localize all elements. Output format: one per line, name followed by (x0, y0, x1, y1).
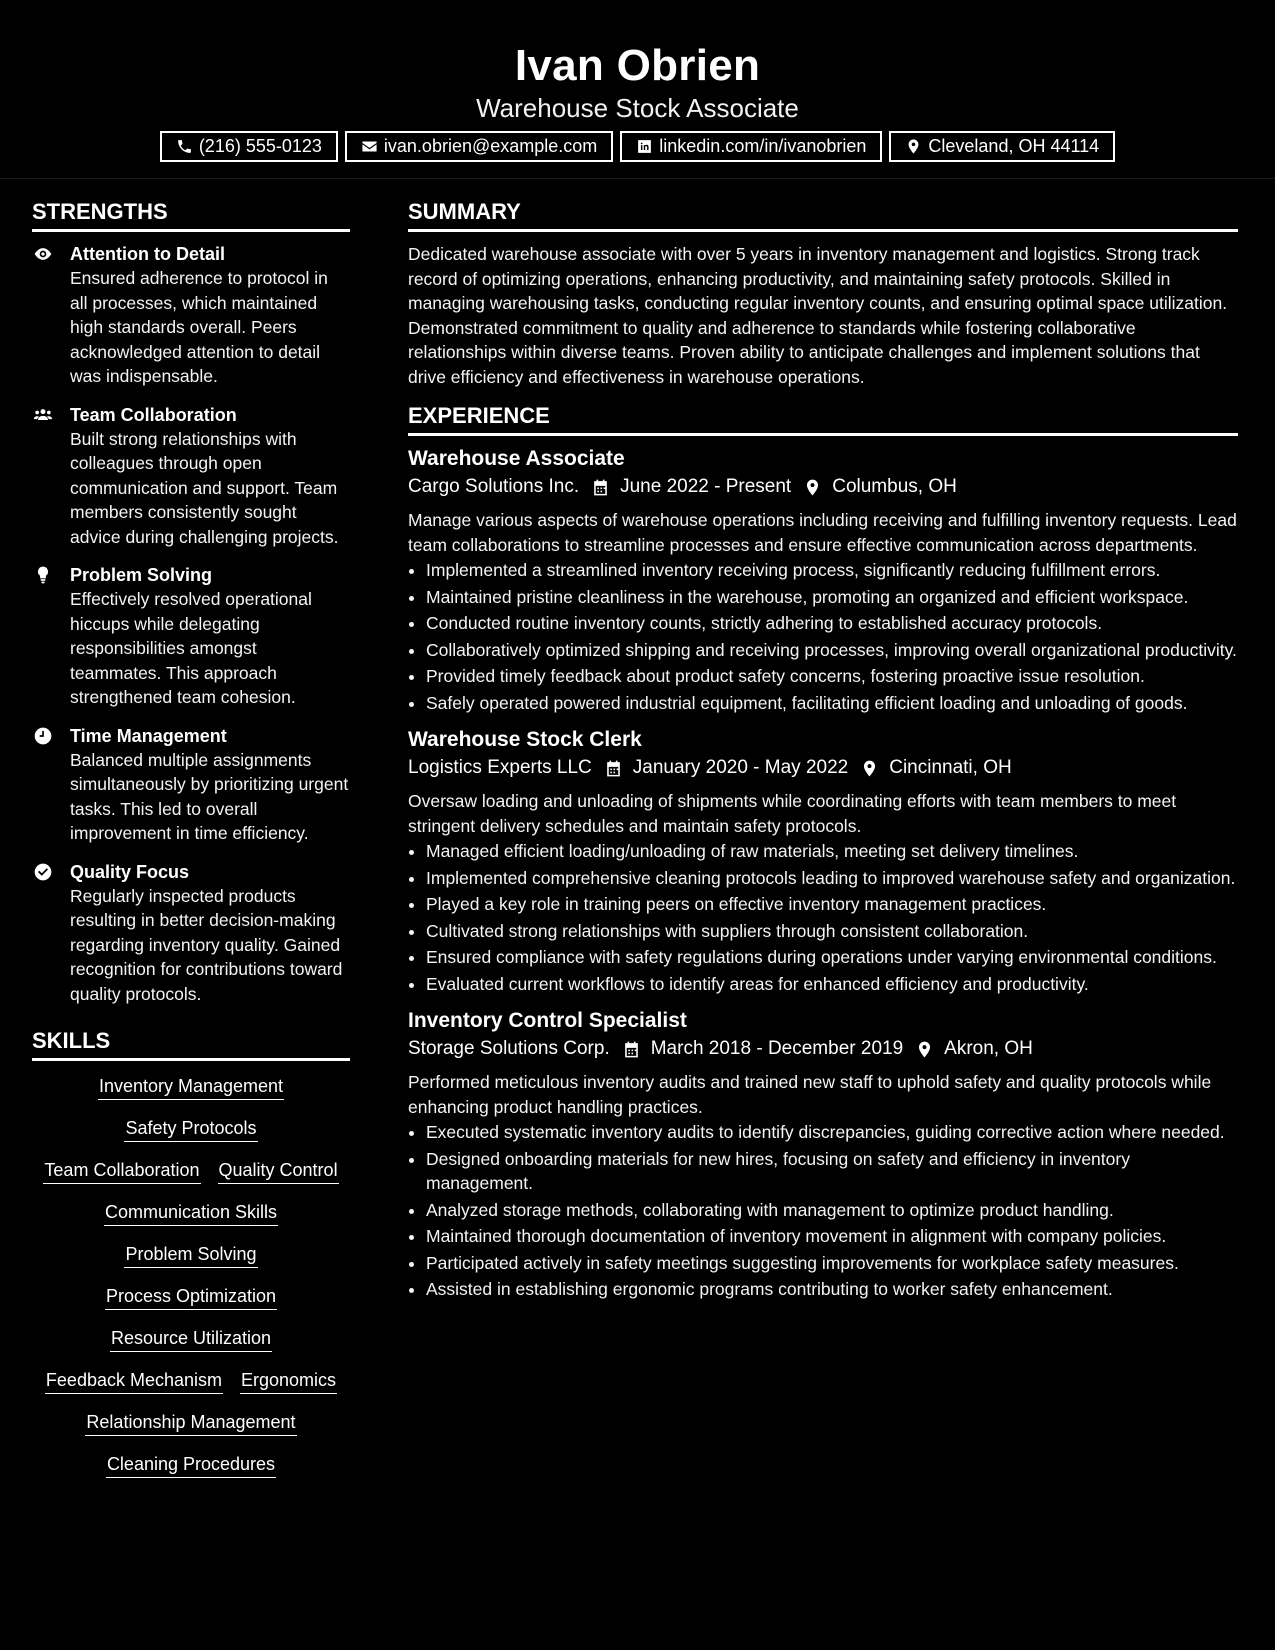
clock-icon (32, 726, 54, 746)
contact-email-text: ivan.obrien@example.com (383, 136, 598, 156)
job-bullets (408, 839, 1238, 996)
skill-tag: Inventory Management (98, 1073, 284, 1100)
left-column (32, 199, 350, 1493)
bullet-item: • Analyzed storage methods, collaborating with management to optimize product handling. (426, 1198, 1238, 1223)
job-entry (408, 1008, 1238, 1302)
job-dates: June 2022 - Present (620, 476, 792, 497)
job-location: Akron, OH (944, 1038, 1033, 1059)
linkedin-icon (636, 138, 653, 155)
bullet-item: • Played a key role in training peers on effective inventory management practices. (426, 892, 1238, 917)
bullet-item: • Designed onboarding materials for new hires, focusing on safety and efficiency in inventory management. (426, 1147, 1238, 1196)
contact-bar (0, 131, 1275, 162)
map-pin-icon (860, 759, 879, 778)
strength-title: Quality Focus (70, 861, 190, 882)
job-company: Storage Solutions Corp. (408, 1038, 610, 1059)
job-location: Cincinnati, OH (889, 757, 1012, 778)
bullet-item: • Maintained pristine cleanliness in the warehouse, promoting an organized and efficient workspace. (426, 585, 1238, 610)
candidate-name: Ivan Obrien (514, 41, 761, 90)
job-company: Logistics Experts LLC (408, 757, 592, 778)
strength-title: Time Management (70, 725, 227, 746)
skill-tag: Ergonomics (240, 1367, 337, 1394)
strength-title: Problem Solving (70, 565, 213, 585)
calendar-icon (604, 759, 623, 778)
strength-item (32, 724, 350, 846)
job-bullets (408, 558, 1238, 715)
skills-heading: SKILLS (32, 1028, 350, 1061)
strength-item (32, 563, 350, 710)
bullet-item: • Safely operated powered industrial equipment, facilitating efficient loading and unloading of goods. (426, 691, 1238, 716)
skill-tag: Cleaning Procedures (106, 1451, 276, 1478)
phone-icon (176, 138, 193, 155)
job-entry (408, 727, 1238, 996)
job-entry (408, 446, 1238, 715)
strength-desc: Regularly inspected products resulting in better decision-making regarding inventory quality. Gained recognition for contributions toward quality protocols. (70, 885, 343, 1004)
bullet-item: • Implemented comprehensive cleaning protocols leading to improved warehouse safety and organization. (426, 866, 1238, 891)
candidate-title: Warehouse Stock Associate (476, 93, 799, 123)
calendar-icon (622, 1040, 641, 1059)
skill-tag: Relationship Management (85, 1409, 296, 1436)
envelope-icon (361, 138, 378, 155)
strengths-heading: STRENGTHS (32, 199, 350, 232)
contact-location-text: Cleveland, OH 44114 (928, 136, 1100, 156)
job-dates: March 2018 - December 2019 (650, 1038, 904, 1059)
job-title: Warehouse Stock Clerk (408, 728, 642, 751)
bullet-item: • Executed systematic inventory audits to identify discrepancies, guiding corrective action where needed. (426, 1120, 1238, 1145)
strength-title: Attention to Detail (70, 244, 225, 264)
skill-tag: Quality Control (218, 1157, 339, 1184)
map-pin-icon (803, 478, 822, 497)
job-desc: Oversaw loading and unloading of shipments while coordinating efforts with team members to meet stringent delivery schedules and maintain safety protocols. (408, 791, 1177, 836)
eye-icon (32, 244, 54, 264)
skill-tag: Team Collaboration (43, 1157, 200, 1184)
strength-desc: Built strong relationships with colleagues through open communication and support. Team members consistently sought advice during challenging projects. (70, 428, 339, 547)
map-pin-icon (915, 1040, 934, 1059)
bullet-item: • Participated actively in safety meetings suggesting improvements for workplace safety measures. (426, 1251, 1238, 1276)
strength-desc: Balanced multiple assignments simultaneously by prioritizing urgent tasks. This led to overall improvement in time efficiency. (70, 749, 349, 843)
job-dates: January 2020 - May 2022 (632, 757, 849, 778)
users-icon (32, 405, 54, 425)
lightbulb-icon (32, 565, 54, 585)
strength-item (32, 860, 350, 1007)
job-desc: Manage various aspects of warehouse operations including receiving and fulfilling inventory requests. Lead team collaborations to streamline processes and ensure effective communication across departments. (408, 510, 1237, 555)
calendar-icon (591, 478, 610, 497)
strength-item (32, 242, 350, 389)
strength-desc: Ensured adherence to protocol in all processes, which maintained high standards overall. Peers acknowledged attention to detail was indispensable. (70, 268, 328, 386)
bullet-item: • Ensured compliance with safety regulations during operations under varying environmental conditions. (426, 945, 1238, 970)
bullet-item: • Collaboratively optimized shipping and receiving processes, improving overall organizational productivity. (426, 638, 1238, 663)
bullet-item: • Evaluated current workflows to identify areas for enhanced efficiency and productivity. (426, 972, 1238, 997)
contact-linkedin[interactable] (620, 131, 882, 162)
summary-heading: SUMMARY (408, 199, 1238, 232)
map-pin-icon (905, 138, 922, 155)
job-title: Warehouse Associate (408, 447, 625, 470)
contact-phone-text: (216) 555-0123 (198, 136, 322, 156)
right-column (408, 199, 1238, 1493)
job-company: Cargo Solutions Inc. (408, 476, 580, 497)
contact-phone[interactable] (160, 131, 338, 162)
contact-linkedin-text: linkedin.com/in/ivanobrien (659, 136, 867, 156)
bullet-item: • Provided timely feedback about product safety concerns, fostering proactive issue resolution. (426, 664, 1238, 689)
job-bullets (408, 1120, 1238, 1302)
bullet-item: • Cultivated strong relationships with suppliers through consistent collaboration. (426, 919, 1238, 944)
resume-header (0, 0, 1275, 179)
skill-tag: Feedback Mechanism (45, 1367, 223, 1394)
bullet-item: • Assisted in establishing ergonomic programs contributing to worker safety enhancement. (426, 1277, 1238, 1302)
contact-email[interactable] (345, 131, 613, 162)
summary-text: Dedicated warehouse associate with over 5 years in inventory management and logistics. Strong track record of optimizing operations, enhancing productivity, and maintaining safety protocols. Skilled in managing warehousing tasks, conducting regular inventory counts, and ensuring optimal space utilization. Demonstrated commitment to quality and adherence to standards while fostering collaborative relationships within diverse teams. Proven ability to anticipate challenges and implement solutions that drive efficiency and effectiveness in warehouse operations. (408, 244, 1228, 387)
skill-tag: Problem Solving (124, 1241, 257, 1268)
skill-tag: Communication Skills (104, 1199, 278, 1226)
skill-tag: Process Optimization (105, 1283, 277, 1310)
bullet-item: • Maintained thorough documentation of inventory movement in alignment with company policies. (426, 1224, 1238, 1249)
bullet-item: • Managed efficient loading/unloading of raw materials, meeting set delivery timelines. (426, 839, 1238, 864)
contact-location[interactable] (889, 131, 1115, 162)
strength-desc: Effectively resolved operational hiccups while delegating responsibilities amongst teammates. This approach strengthened team cohesion. (70, 589, 312, 707)
job-desc: Performed meticulous inventory audits and trained new staff to uphold safety and quality protocols while enhancing product handling practices. (408, 1072, 1212, 1117)
check-circle-icon (32, 862, 54, 882)
skill-tag: Resource Utilization (110, 1325, 272, 1352)
skill-tag: Safety Protocols (124, 1115, 257, 1142)
strength-title: Team Collaboration (70, 404, 237, 425)
bullet-item: • Implemented a streamlined inventory receiving process, significantly reducing fulfillment errors. (426, 558, 1238, 583)
job-title: Inventory Control Specialist (408, 1009, 687, 1032)
strength-item (32, 403, 350, 550)
experience-heading: EXPERIENCE (408, 403, 1238, 436)
bullet-item: • Conducted routine inventory counts, strictly adhering to established accuracy protocols. (426, 611, 1238, 636)
job-location: Columbus, OH (832, 476, 957, 497)
skills-list (32, 1071, 350, 1478)
